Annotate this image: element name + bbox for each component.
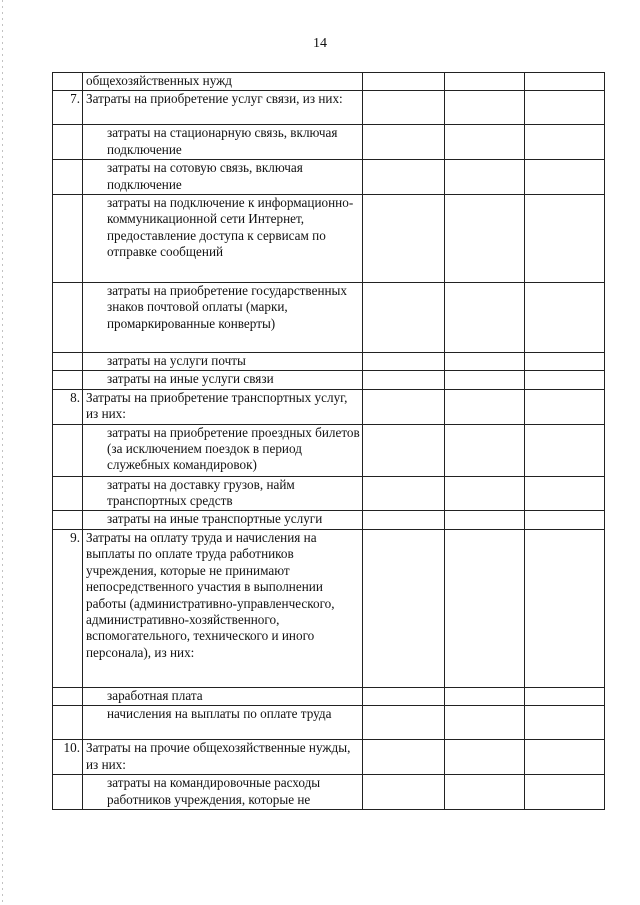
value-cell <box>525 775 605 810</box>
value-cell <box>363 195 445 283</box>
row-number <box>53 476 83 511</box>
value-cell <box>363 283 445 353</box>
expense-subitem: затраты на иные транспортные услуги <box>83 511 363 529</box>
value-cell <box>363 529 445 687</box>
row-number <box>53 424 83 476</box>
expense-subitem: затраты на приобретение проездных билетов (за исключением поездок в период служебных командировок) <box>83 424 363 476</box>
value-cell <box>525 511 605 529</box>
table-row <box>53 706 605 740</box>
value-cell <box>445 389 525 424</box>
value-cell <box>363 353 445 371</box>
value-cell <box>445 511 525 529</box>
expense-subitem: затраты на сотовую связь, включая подключение <box>83 160 363 195</box>
expenses-table-body <box>53 73 605 810</box>
value-cell <box>525 389 605 424</box>
value-cell <box>525 91 605 125</box>
expense-item: Затраты на приобретение услуг связи, из них: <box>83 91 363 125</box>
row-number-text: 9. <box>70 529 80 545</box>
value-cell <box>525 73 605 91</box>
value-cell <box>525 476 605 511</box>
table-row <box>53 511 605 529</box>
value-cell <box>363 476 445 511</box>
row-number <box>53 511 83 529</box>
value-cell <box>363 91 445 125</box>
table-row <box>53 389 605 424</box>
row-number <box>53 125 83 160</box>
value-cell <box>525 371 605 389</box>
value-cell <box>363 125 445 160</box>
row-number <box>53 91 83 125</box>
table-row <box>53 160 605 195</box>
value-cell <box>445 424 525 476</box>
value-cell <box>445 73 525 91</box>
table-row <box>53 775 605 810</box>
value-cell <box>525 424 605 476</box>
value-cell <box>525 125 605 160</box>
value-cell <box>363 73 445 91</box>
value-cell <box>445 160 525 195</box>
expense-subitem: затраты на подключение к информационно-коммуникационной сети Интернет, предоставление доступа к сервисам по отправке сообщений <box>83 195 363 283</box>
value-cell <box>363 389 445 424</box>
value-cell <box>445 91 525 125</box>
value-cell <box>363 160 445 195</box>
expense-subitem: начисления на выплаты по оплате труда <box>83 706 363 740</box>
value-cell <box>363 687 445 705</box>
value-cell <box>525 353 605 371</box>
row-number <box>53 706 83 740</box>
value-cell <box>445 195 525 283</box>
value-cell <box>445 775 525 810</box>
page-number: 14 <box>313 36 327 51</box>
value-cell <box>525 160 605 195</box>
row-number <box>53 353 83 371</box>
row-number <box>53 160 83 195</box>
table-row <box>53 91 605 125</box>
expense-item: общехозяйственных нужд <box>83 73 363 91</box>
row-number-text: 10. <box>63 740 80 756</box>
row-number <box>53 740 83 775</box>
row-number <box>53 195 83 283</box>
row-number-text: 8. <box>70 389 80 405</box>
value-cell <box>445 353 525 371</box>
row-number <box>53 371 83 389</box>
expense-item: Затраты на оплату труда и начисления на выплаты по оплате труда работников учреждения, которые не принимают непосредственного участия в выполнении работы (административно-управленческого, административно-хозяйственного, вспомогательного, технического и иного персонала), из них: <box>83 529 363 687</box>
value-cell <box>363 775 445 810</box>
value-cell <box>525 706 605 740</box>
row-number <box>53 389 83 424</box>
expense-subitem: затраты на командировочные расходы работников учреждения, которые не <box>83 775 363 810</box>
value-cell <box>363 371 445 389</box>
expense-subitem: затраты на услуги почты <box>83 353 363 371</box>
value-cell <box>445 740 525 775</box>
value-cell <box>363 511 445 529</box>
row-number <box>53 73 83 91</box>
row-number <box>53 529 83 687</box>
table-row <box>53 424 605 476</box>
value-cell <box>525 740 605 775</box>
value-cell <box>445 687 525 705</box>
row-number <box>53 687 83 705</box>
table-row <box>53 195 605 283</box>
value-cell <box>445 125 525 160</box>
expense-subitem: затраты на доставку грузов, найм транспортных средств <box>83 476 363 511</box>
value-cell <box>525 195 605 283</box>
value-cell <box>363 424 445 476</box>
expense-item: Затраты на прочие общехозяйственные нужды, из них: <box>83 740 363 775</box>
table-row <box>53 740 605 775</box>
value-cell <box>525 529 605 687</box>
expense-subitem: затраты на стационарную связь, включая подключение <box>83 125 363 160</box>
value-cell <box>445 706 525 740</box>
value-cell <box>525 687 605 705</box>
value-cell <box>525 283 605 353</box>
expense-subitem: затраты на иные услуги связи <box>83 371 363 389</box>
table-row <box>53 371 605 389</box>
scan-margin-line <box>2 0 3 905</box>
value-cell <box>363 706 445 740</box>
row-number-text: 7. <box>70 91 80 107</box>
table-row <box>53 476 605 511</box>
table-row <box>53 125 605 160</box>
value-cell <box>445 283 525 353</box>
table-row <box>53 73 605 91</box>
expenses-table <box>52 72 605 810</box>
table-row <box>53 687 605 705</box>
expense-item: Затраты на приобретение транспортных услуг, из них: <box>83 389 363 424</box>
value-cell <box>363 740 445 775</box>
table-row <box>53 529 605 687</box>
table-row <box>53 283 605 353</box>
table-row <box>53 353 605 371</box>
row-number <box>53 775 83 810</box>
value-cell <box>445 476 525 511</box>
expense-subitem: затраты на приобретение государственных знаков почтовой оплаты (марки, промаркированные конверты) <box>83 283 363 353</box>
row-number <box>53 283 83 353</box>
value-cell <box>445 529 525 687</box>
value-cell <box>445 371 525 389</box>
expense-subitem: заработная плата <box>83 687 363 705</box>
